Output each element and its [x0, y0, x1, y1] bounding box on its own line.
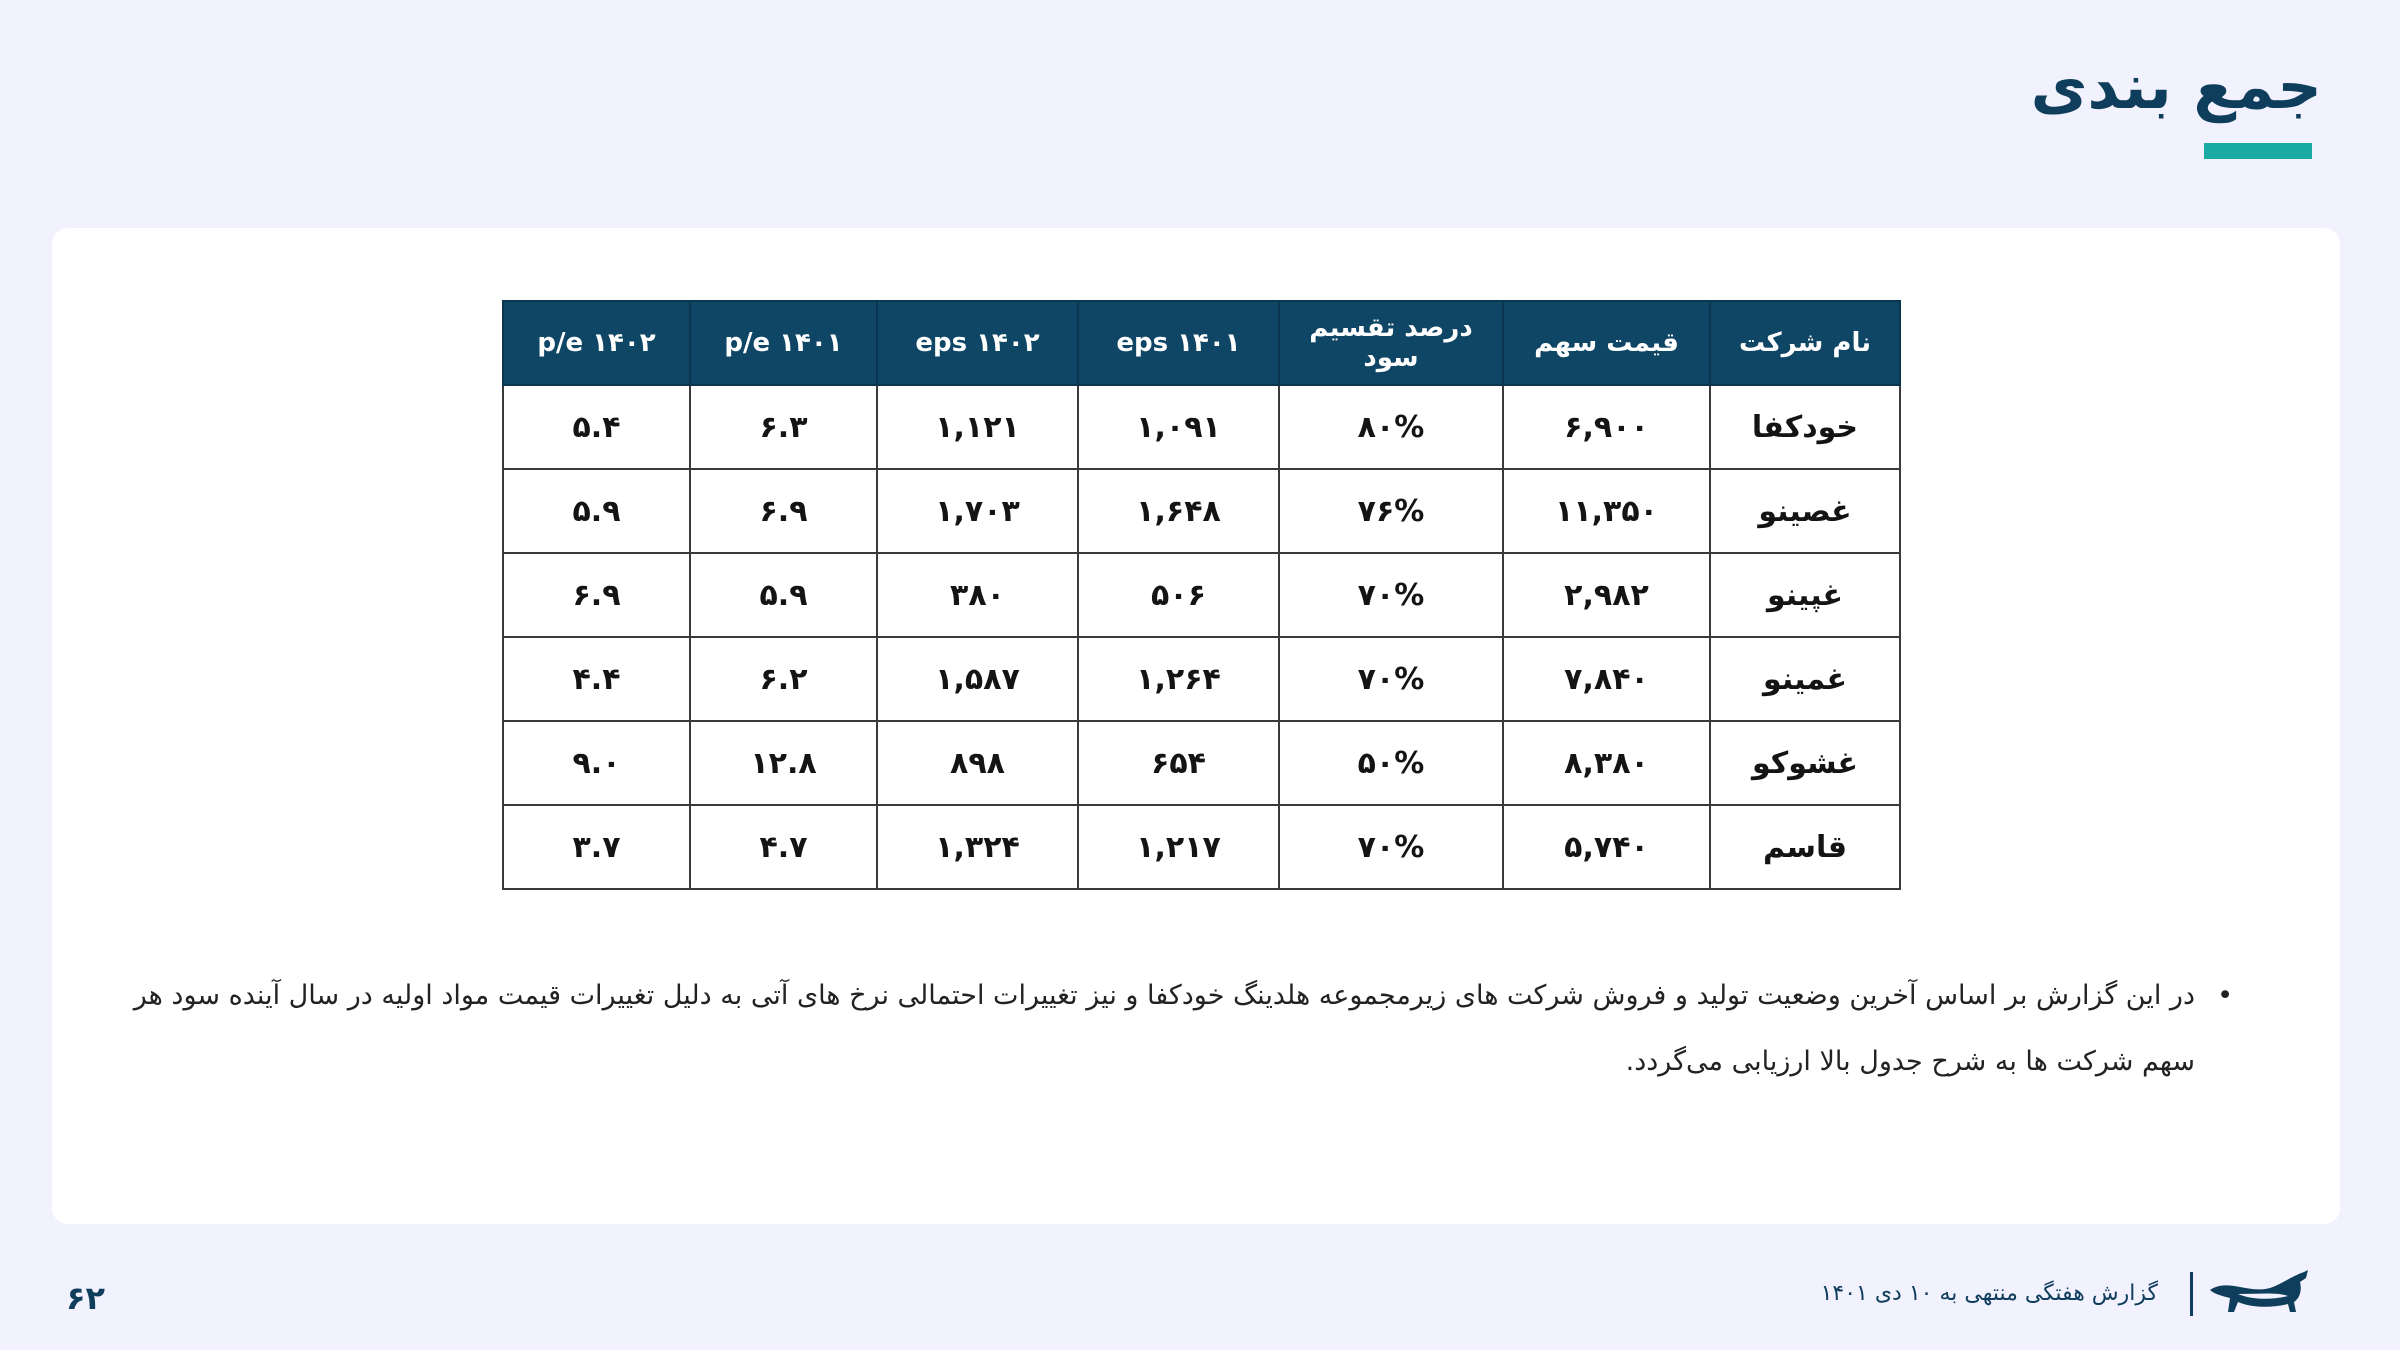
- cell-company: خودکفا: [1710, 385, 1900, 469]
- cell-company: غشوکو: [1710, 721, 1900, 805]
- cell-company: غپینو: [1710, 553, 1900, 637]
- title-underline: [2204, 143, 2312, 159]
- header-pe-1402: p/e ۱۴۰۲: [503, 301, 690, 385]
- cell-pe-1402: ۶.۹: [503, 553, 690, 637]
- cell-pe-1401: ۶.۲: [690, 637, 877, 721]
- page-title: جمع بندی: [2030, 50, 2322, 123]
- cell-pe-1402: ۵.۴: [503, 385, 690, 469]
- header-eps-1402: eps ۱۴۰۲: [877, 301, 1078, 385]
- cell-eps-1401: ۵۰۶: [1078, 553, 1279, 637]
- cell-dividend: ۸۰%: [1279, 385, 1503, 469]
- cell-company: غصینو: [1710, 469, 1900, 553]
- cell-dividend: ۵۰%: [1279, 721, 1503, 805]
- cell-price: ۸,۳۸۰: [1503, 721, 1710, 805]
- header-dividend: درصد تقسیم سود: [1279, 301, 1503, 385]
- table-row: [503, 805, 1900, 889]
- cell-eps-1402: ۱,۷۰۳: [877, 469, 1078, 553]
- cell-dividend: ۷۰%: [1279, 637, 1503, 721]
- cell-price: ۲,۹۸۲: [1503, 553, 1710, 637]
- cell-eps-1401: ۱,۰۹۱: [1078, 385, 1279, 469]
- header-pe-1401: p/e ۱۴۰۱: [690, 301, 877, 385]
- cell-dividend: ۷۰%: [1279, 553, 1503, 637]
- cell-company: قاسم: [1710, 805, 1900, 889]
- cell-pe-1401: ۱۲.۸: [690, 721, 877, 805]
- header-company: نام شرکت: [1710, 301, 1900, 385]
- cell-price: ۶,۹۰۰: [1503, 385, 1710, 469]
- cell-eps-1401: ۶۵۴: [1078, 721, 1279, 805]
- page-number: ۶۲: [66, 1279, 106, 1317]
- header-eps-1401: eps ۱۴۰۱: [1078, 301, 1279, 385]
- summary-table-wrapper: [502, 300, 1899, 890]
- cell-pe-1402: ۵.۹: [503, 469, 690, 553]
- bull-logo-icon: [2208, 1268, 2312, 1316]
- bullet-marker: •: [2217, 980, 2233, 1011]
- cell-eps-1402: ۱,۵۸۷: [877, 637, 1078, 721]
- cell-pe-1401: ۶.۳: [690, 385, 877, 469]
- cell-price: ۵,۷۴۰: [1503, 805, 1710, 889]
- summary-paragraph: [95, 963, 2233, 1095]
- cell-pe-1401: ۴.۷: [690, 805, 877, 889]
- cell-price: ۱۱,۳۵۰: [1503, 469, 1710, 553]
- cell-pe-1401: ۶.۹: [690, 469, 877, 553]
- table-row: [503, 385, 1900, 469]
- table-row: [503, 469, 1900, 553]
- table-row: [503, 637, 1900, 721]
- cell-company: غمینو: [1710, 637, 1900, 721]
- summary-text: در این گزارش بر اساس آخرین وضعیت تولید و فروش شرکت های زیرمجموعه هلدینگ خودکفا و نیز تغییرات احتمالی نرخ های آتی به دلیل تغییرات قیمت مواد اولیه در سال آینده سود هر سهم شرکت ها به شرح جدول بالا ارزیابی می‌گردد.: [133, 980, 2195, 1077]
- cell-pe-1402: ۴.۴: [503, 637, 690, 721]
- cell-pe-1401: ۵.۹: [690, 553, 877, 637]
- cell-eps-1402: ۱,۱۲۱: [877, 385, 1078, 469]
- cell-eps-1402: ۳۸۰: [877, 553, 1078, 637]
- cell-dividend: ۷۶%: [1279, 469, 1503, 553]
- cell-pe-1402: ۳.۷: [503, 805, 690, 889]
- cell-eps-1401: ۱,۲۶۴: [1078, 637, 1279, 721]
- header-price: قیمت سهم: [1503, 301, 1710, 385]
- cell-eps-1402: ۸۹۸: [877, 721, 1078, 805]
- table-row: [503, 721, 1900, 805]
- cell-dividend: ۷۰%: [1279, 805, 1503, 889]
- cell-eps-1401: ۱,۶۴۸: [1078, 469, 1279, 553]
- cell-eps-1402: ۱,۳۲۴: [877, 805, 1078, 889]
- cell-pe-1402: ۹.۰: [503, 721, 690, 805]
- table-header-row: [503, 301, 1900, 385]
- summary-table: [502, 300, 1901, 890]
- footer-report-label: گزارش هفتگی منتهی به ۱۰ دی ۱۴۰۱: [1820, 1281, 2158, 1306]
- cell-eps-1401: ۱,۲۱۷: [1078, 805, 1279, 889]
- cell-price: ۷,۸۴۰: [1503, 637, 1710, 721]
- content-card: [52, 228, 2340, 1224]
- footer-separator: [2190, 1272, 2193, 1316]
- table-row: [503, 553, 1900, 637]
